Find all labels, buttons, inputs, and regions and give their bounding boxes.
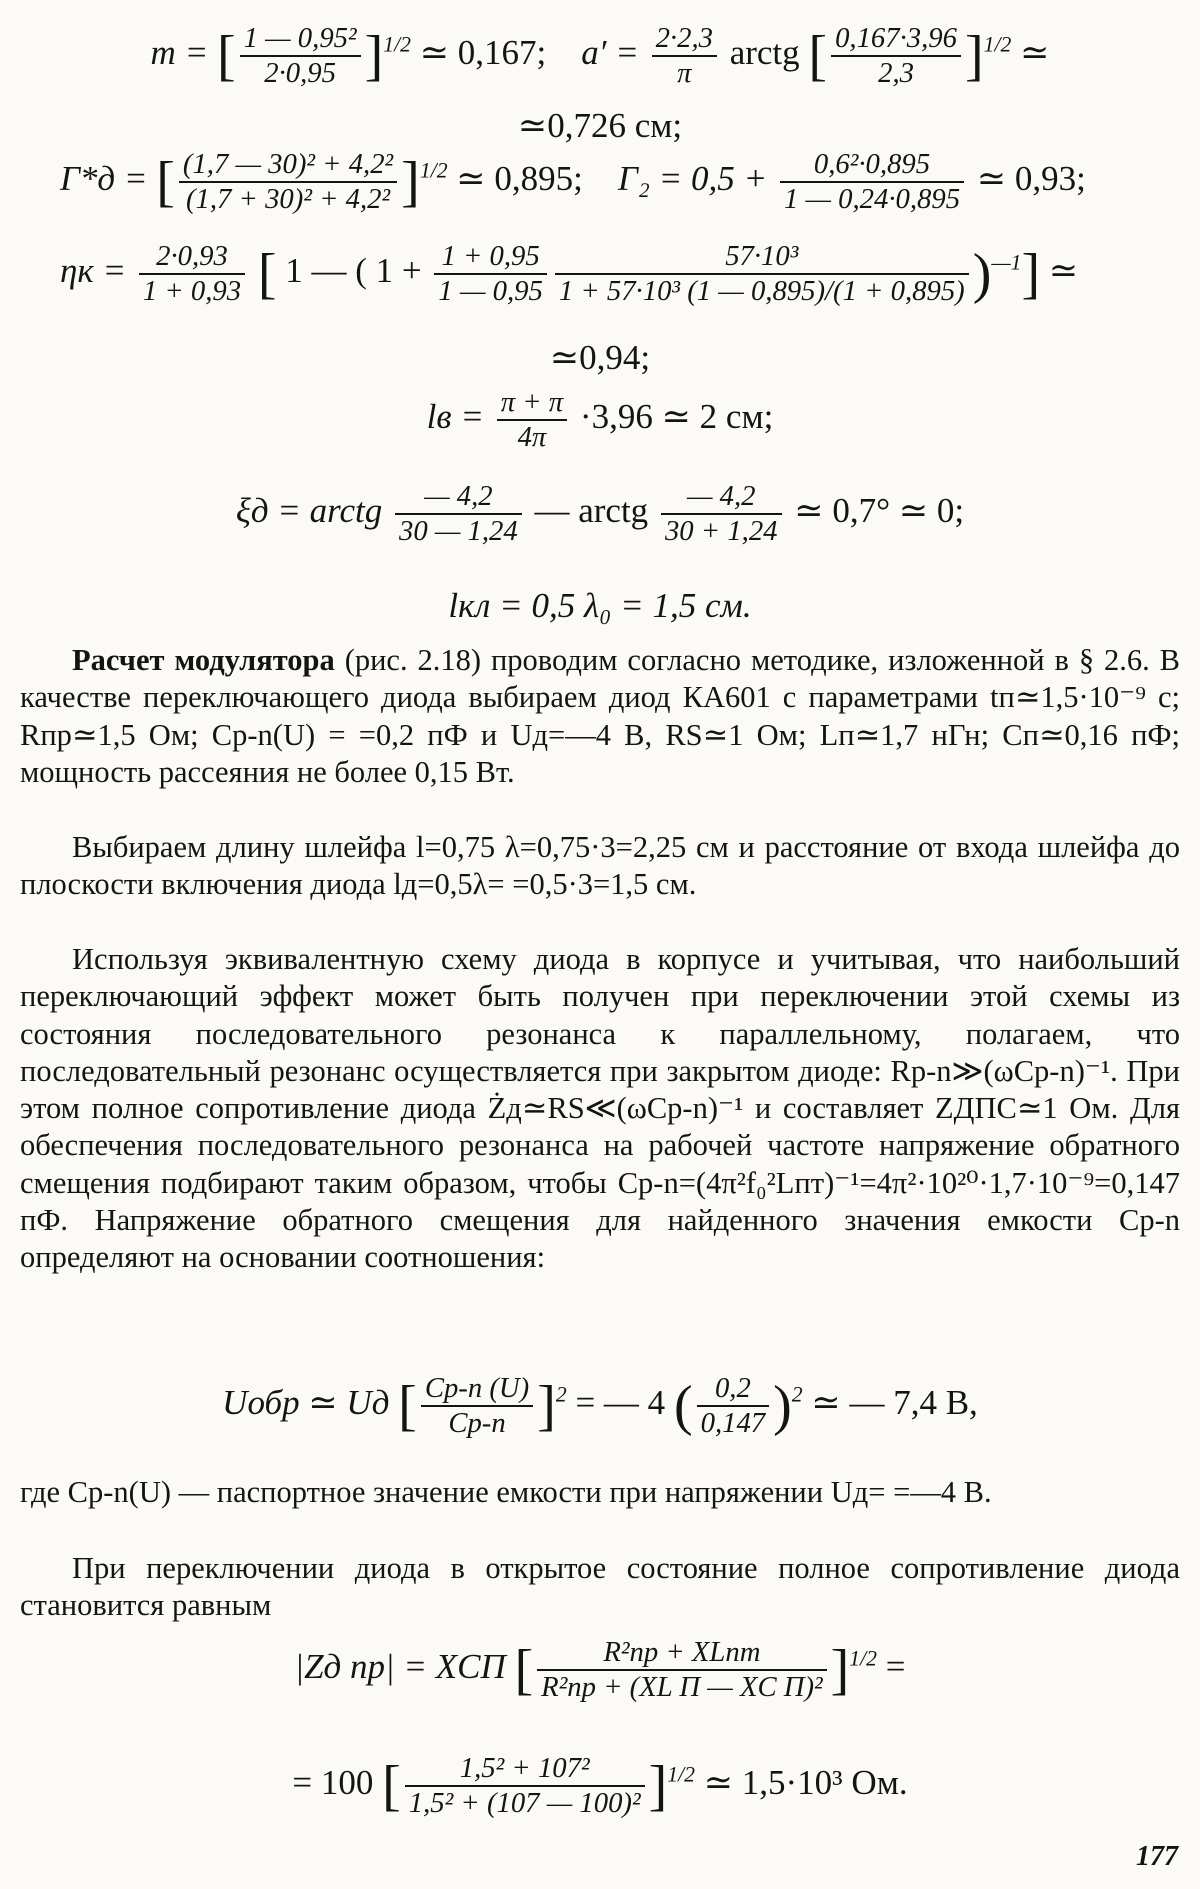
exponent: —1 <box>991 250 1022 275</box>
page-number: 177 <box>1136 1841 1178 1872</box>
denominator: R²пр + (XL П — XC П)² <box>541 1671 823 1703</box>
equation-lkl: lкл = 0,5 λ₀ = 1,5 см. <box>448 586 752 625</box>
fraction <box>780 148 964 216</box>
fraction <box>139 240 245 308</box>
exponent: 1/2 <box>419 158 448 183</box>
exponent: 1/2 <box>383 32 411 57</box>
eq-u-mid: = — 4 <box>575 1383 666 1423</box>
numerator: — 4,2 <box>661 480 782 515</box>
function-name: arctg <box>729 33 800 73</box>
paragraph-stub: Выбираем длину шлейфа l=0,75 λ=0,75·3=2,25 см и расстояние от входа шлейфа до плоскости включения диода lд=0,5λ= =0,5·3=1,5 см. <box>20 830 1180 902</box>
eq-xi-result: ≃ 0,7° ≃ 0; <box>794 491 965 531</box>
numerator: 2·2,3 <box>652 22 717 57</box>
equation-xi <box>60 480 1140 548</box>
fraction <box>555 240 969 308</box>
numerator: π + π <box>497 386 567 421</box>
denominator: 30 — 1,24 <box>398 515 518 547</box>
eq-gamma-d-lhs: Γ*д = <box>60 159 148 199</box>
numerator: 0,6²·0,895 <box>780 148 964 183</box>
numerator: 0,167·3,96 <box>831 22 961 57</box>
eq-a-lhs: a′ = <box>581 33 639 73</box>
equation-gamma: Γ*д = [ $\frac{\text{(1,7 — 30)² + 4,2²}}{\text{(1,7 + 30)² + 4,2²}}$ ]$^{1/2}$ ≃ 0,895; Γ₂ = 0,5 + $\frac{\text{0,6²·0,895}}{1 — 0,24\cdot 0,895}$ ≃ 0,93; <box>60 148 1086 215</box>
eq-eta-inner: 1 — ( 1 + <box>285 251 422 291</box>
denominator: 1,5² + (107 — 100)² <box>408 1787 641 1819</box>
eq-m-result: ≃ 0,167; <box>419 33 547 73</box>
eq-z-tail: = <box>885 1647 906 1687</box>
eq-eta-lhs: ηк = <box>60 251 127 291</box>
fraction <box>661 480 782 548</box>
denominator: 1 — 0,95 <box>438 275 543 307</box>
fraction <box>537 1636 826 1704</box>
eq-eta-tail: ≃ <box>1048 251 1079 291</box>
fraction <box>434 240 546 308</box>
denominator: 4π <box>517 421 547 453</box>
exponent: 1/2 <box>983 32 1012 57</box>
equation-eta-result: ≃0,94; <box>549 338 651 377</box>
denominator: Cp-n <box>448 1407 506 1439</box>
eq-xi-lhs: ξд = arctg <box>235 491 383 531</box>
paragraph-lead: Расчет модулятора <box>72 643 335 677</box>
numerator: R²пр + XLпт <box>537 1636 826 1671</box>
numerator: 0,2 <box>697 1372 770 1407</box>
denominator: 2,3 <box>878 57 914 89</box>
equation-eta: ηк = $\frac{2\cdot 0,93}{1 + 0,93}$ [ 1 — ( 1 + $\frac{1 + 0,95}{1 — 0,95}$ $\frac{\text{57·10³}}{\text{1 + 57·10³ (1 — 0,895)/(1 + 0,895)}}$ )$^{—1}$] ≃ <box>60 240 1079 307</box>
paragraph-modulator <box>20 642 1180 791</box>
eq-z-lhs: |Zд пр| = XСП <box>294 1647 506 1687</box>
eq-gamma-2-result: ≃ 0,93; <box>976 159 1086 199</box>
denominator: 0,147 <box>700 1407 766 1439</box>
exponent: 1/2 <box>667 1762 695 1787</box>
denominator: (1,7 + 30)² + 4,2² <box>185 183 391 215</box>
denominator: π <box>677 57 692 89</box>
eq-m-lhs: m = <box>150 33 209 73</box>
denominator: 2·0,95 <box>264 57 336 89</box>
eq-z2-result: ≃ 1,5·10³ Ом. <box>703 1763 908 1803</box>
eq-gamma-2-lhs: Γ₂ = 0,5 + <box>617 159 768 199</box>
denominator: 1 + 0,93 <box>142 275 242 307</box>
numerator: 1,5² + 107² <box>405 1752 645 1787</box>
eq-u-result: ≃ — 7,4 В, <box>811 1383 978 1423</box>
denominator: 30 + 1,24 <box>664 515 778 547</box>
equation-m-a: m = [ $\frac{\text{1 — 0,95²}}{2\cdot 0,95}$ ]$^{1/2}$ ≃ 0,167; a′ = $\frac{2\cdot 2,3}{\pi}$ arctg [ $\frac{0,167\cdot 3,96}{2,3}$ ]$^{1/2}$ ≃ <box>150 22 1050 89</box>
eq-z2-lhs: = 100 <box>292 1763 374 1803</box>
equation-z: |Zд пр| = XСП [ $\frac{\text{R²пр + XLпт}}{\text{R²пр + (XL П — XC П)²}}$ ]$^{1/2}$ = <box>294 1636 906 1703</box>
eq-lv-lhs: lв = <box>426 397 484 437</box>
equation-a-result: ≃0,726 см; <box>517 106 683 145</box>
fraction <box>831 22 961 90</box>
fraction <box>497 386 567 454</box>
paragraph-switch: При переключении диода в открытое состояние полное сопротивление диода становится равным <box>20 1551 1180 1623</box>
numerator: 1 + 0,95 <box>434 240 546 275</box>
numerator: — 4,2 <box>395 480 522 515</box>
fraction <box>405 1752 645 1820</box>
equation-u-obr: Uобр ≃ Uд [ $\frac{Cp-n (U)}{Cp-n}$ ]$^2$ = — 4 ( $\frac{0,2}{0,147}$ )$^2$ ≃ — 7,4 В, <box>222 1372 978 1439</box>
fraction <box>652 22 717 90</box>
eq-lv-rest: ·3,96 ≃ 2 см; <box>579 397 774 437</box>
denominator: 1 — 0,24·0,895 <box>783 183 961 215</box>
fraction <box>179 148 397 216</box>
paragraph-resonance: Используя эквивалентную схему диода в корпусе и учитывая, что наибольший переключающий эффект может быть получен при переключении этой схемы из состояния последовательного резонанса к параллельному, полагаем, что последовательный резонанс осуществляется при закрытом диоде: Rp-n≫(ωCp-n)⁻¹. При этом полное сопротивление диода Żд≃RS≪(ωCp-n)⁻¹ и составляет ZДПС≃1 Ом. Для обеспечения последовательного резонанса на рабочей частоте напряжение обратного смещения подбирают таким образом, чтобы Cp-n=(4π²f₀²Lпт)⁻¹=4π²·10²⁰·1,7·10⁻⁹=0,147 пФ. Напряжение обратного смещения для найденного значения емкости Cp-n определяют на основании соотношения: <box>20 942 1180 1275</box>
paragraph-where: где Cp-n(U) — паспортное значение емкости при напряжении Uд= =—4 В. <box>20 1475 992 1509</box>
fraction <box>240 22 361 90</box>
eq-gamma-d-result: ≃ 0,895; <box>456 159 583 199</box>
numerator: 57·10³ <box>555 240 969 275</box>
numerator: (1,7 — 30)² + 4,2² <box>179 148 397 183</box>
numerator: 2·0,93 <box>139 240 245 275</box>
fraction <box>697 1372 770 1440</box>
fraction <box>421 1372 533 1440</box>
fraction <box>395 480 522 548</box>
paragraph-text: (рис. 2.18) проводим согласно методике, изложенной в § 2.6. В качестве переключающего диода выбираем диод КА601 с параметрами tп≃1,5·10⁻⁹ с; Rпр≃1,5 Ом; Cp-n(U) = =0,2 пФ и Uд=—4 В, RS≃1 Ом; Lп≃1,7 нГн; Cп≃0,16 пФ; мощность рассеяния не более 0,15 Вт. <box>20 643 1180 789</box>
eq-xi-mid: — arctg <box>534 491 649 531</box>
numerator: Cp-n (U) <box>421 1372 533 1407</box>
denominator: 1 + 57·10³ (1 — 0,895)/(1 + 0,895) <box>558 275 965 307</box>
eq-u-lhs: Uобр ≃ Uд <box>222 1383 390 1423</box>
equation-z2: = 100 [ $\frac{\text{1,5² + 107²}}{\text{1,5² + (107 — 100)²}}$ ]$^{1/2}$ ≃ 1,5·10³ Ом. <box>292 1752 908 1819</box>
exponent: 1/2 <box>849 1646 878 1671</box>
eq-a-tail: ≃ <box>1020 33 1050 73</box>
exponent: 2 <box>555 1382 567 1407</box>
equation-lv <box>60 386 1140 454</box>
numerator: 1 — 0,95² <box>240 22 361 57</box>
